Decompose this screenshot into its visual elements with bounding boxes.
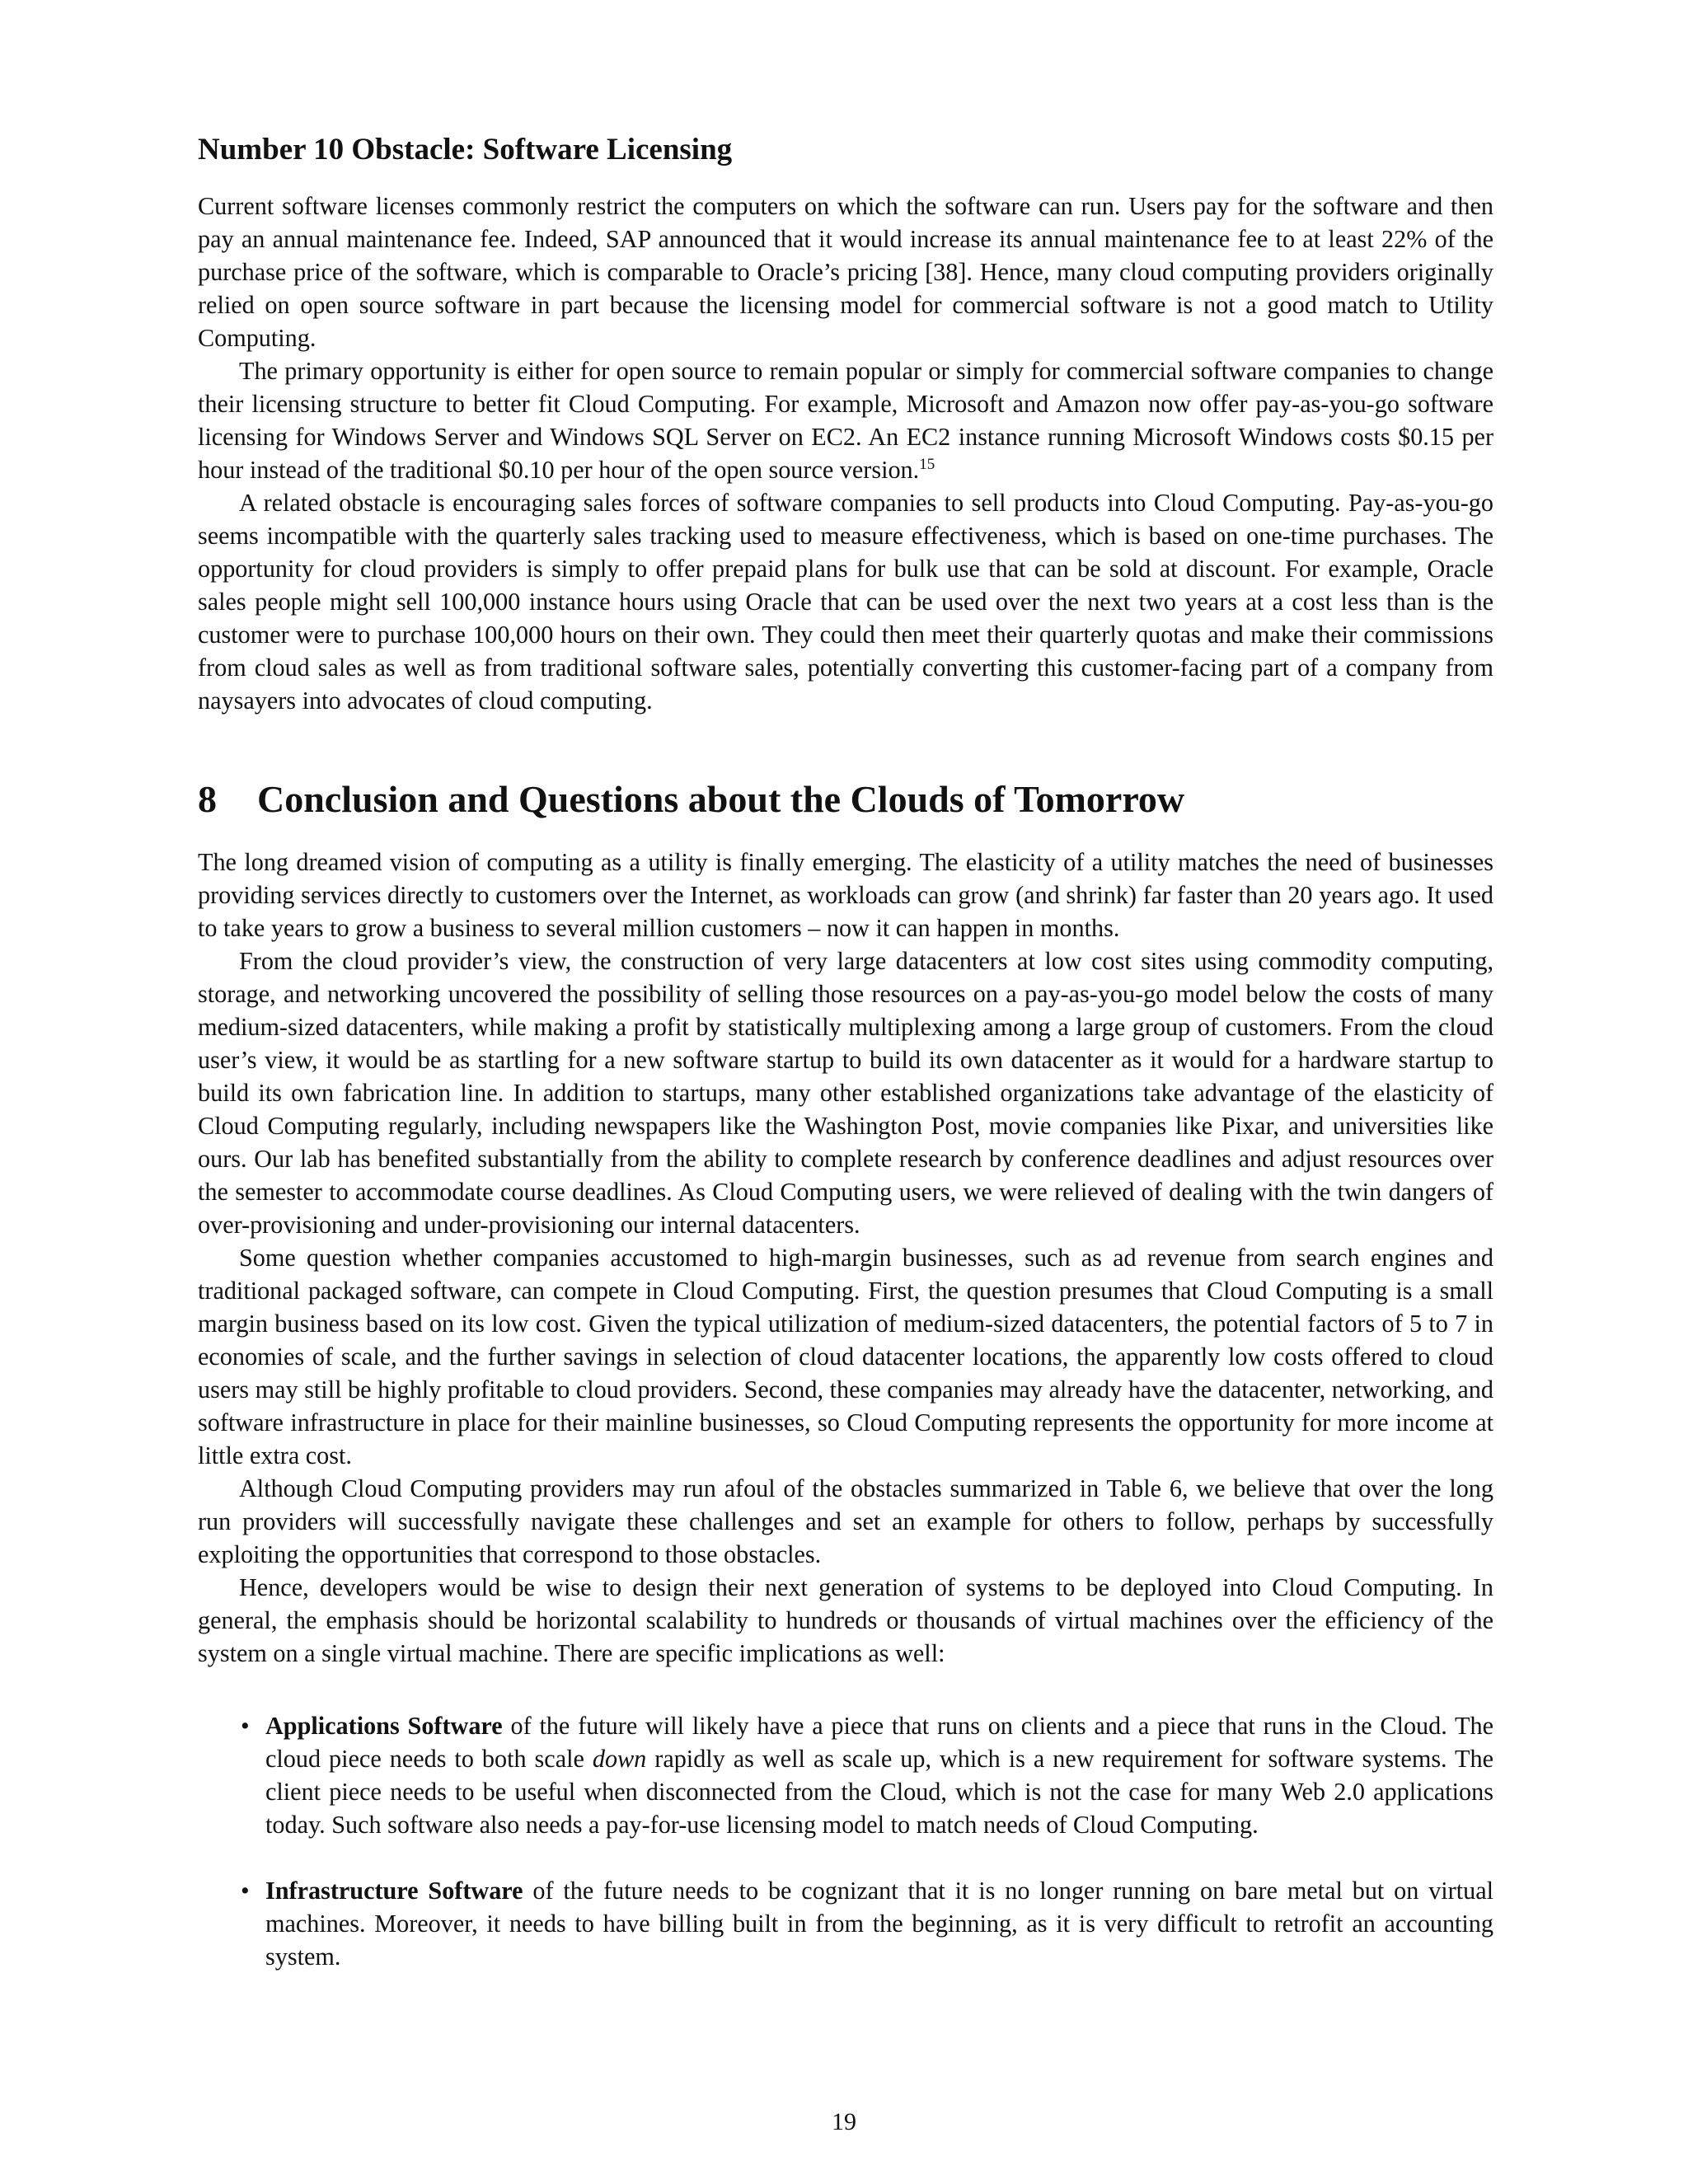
- list-item: [198, 1874, 1493, 1973]
- paragraph: Hence, developers would be wise to design their next generation of systems to be deployed into Cloud Computing. In general, the emphasis should be horizontal scalability to hundreds or thousands of virtual machines over the efficiency of the system on a single virtual machine. There are specific implications as well:: [198, 1572, 1493, 1667]
- bullet-text: of the future will likely have a piece that runs on clients and a piece that runs in the Cloud. The cloud piece needs to both scale: [265, 1711, 1493, 1773]
- bullet-emphasis: down: [592, 1744, 647, 1773]
- paragraph: Some question whether companies accustomed to high-margin businesses, such as ad revenue from search engines and traditional packaged software, can compete in Cloud Computing. First, the question presumes that Cloud Computing is a small margin business based on its low cost. Given the typical utilization of medium-sized datacenters, the potential factors of 5 to 7 in economies of scale, and the further savings in selection of cloud datacenter locations, the apparently low costs offered to cloud users may still be highly profitable to cloud providers. Second, these companies may already have the datacenter, networking, and software infrastructure in place for their mainline businesses, so Cloud Computing represents the opportunity for more income at little extra cost.: [198, 1243, 1493, 1469]
- paragraph: The long dreamed vision of computing as a utility is finally emerging. The elasticity of a utility matches the need of businesses providing services directly to customers over the Internet, as workloads can grow (and shrink) far faster than 20 years ago. It used to take years to grow a business to several million customers – now it can happen in months.: [198, 847, 1493, 942]
- page-body: [198, 132, 1493, 2006]
- paragraph: A related obstacle is encouraging sales forces of software companies to sell products into Cloud Computing. Pay-as-you-go seems incompatible with the quarterly sales tracking used to measure effectiveness, which is based on one-time purchases. The opportunity for cloud providers is simply to offer prepaid plans for bulk use that can be sold at discount. For example, Oracle sales people might sell 100,000 instance hours using Oracle that can be used over the next two years at a cost less than is the customer were to purchase 100,000 hours on their own. They could then meet their quarterly quotas and make their commissions from cloud sales as well as from traditional software sales, potentially converting this customer-facing part of a company from naysayers into advocates of cloud computing.: [198, 489, 1493, 715]
- subsection-title: Number 10 Obstacle: Software Licensing: [198, 133, 733, 166]
- section-title-text: Conclusion and Questions about the Clouds of Tomorrow: [257, 778, 1185, 821]
- bullet-icon: •: [241, 1876, 250, 1905]
- bullet-icon: •: [241, 1711, 250, 1740]
- paragraph: Current software licenses commonly restrict the computers on which the software can run. Users pay for the software and then pay an annual maintenance fee. Indeed, SAP announced that it would increase its annual maintenance fee to at least 22% of the purchase price of the software, which is comparable to Oracle’s pricing [38]. Hence, many cloud computing providers originally relied on open source software in part because the licensing model for commercial software is not a good match to Utility Computing.: [198, 192, 1493, 353]
- bullet-term: Applications Software: [265, 1711, 503, 1740]
- section-title: [198, 776, 1493, 822]
- paragraph: [198, 354, 1493, 486]
- list-item: [198, 1709, 1493, 1841]
- section-number: 8: [198, 778, 217, 821]
- paragraph: Although Cloud Computing providers may run afoul of the obstacles summarized in Table 6, we believe that over the long run providers will successfully navigate these challenges and set an example for others to follow, perhaps by successfully exploiting the opportunities that correspond to those obstacles.: [198, 1474, 1493, 1568]
- bullet-text: rapidly as well as scale up, which is a new requirement for software systems. The client piece needs to be useful when disconnected from the Cloud, which is not the case for many Web 2.0 applications today. Such software also needs a pay-for-use licensing model to match needs of Cloud Computing.: [265, 1744, 1493, 1839]
- footnote-ref: 15: [919, 456, 935, 474]
- bullet-term: Infrastructure Software: [265, 1876, 523, 1905]
- paragraph: From the cloud provider’s view, the construction of very large datacenters at low cost sites using commodity computing, storage, and networking uncovered the possibility of selling those resources on a pay-as-you-go model below the costs of many medium-sized datacenters, while making a profit by statistically multiplexing among a large group of customers. From the cloud user’s view, it would be as startling for a new software startup to build its own datacenter as it would for a hardware startup to build its own fabrication line. In addition to startups, many other established organizations take advantage of the elasticity of Cloud Computing regularly, including newspapers like the Washington Post, movie companies like Pixar, and universities like ours. Our lab has benefited substantially from the ability to complete research by conference deadlines and adjust resources over the semester to accommodate course deadlines. As Cloud Computing users, we were relieved of dealing with the twin dangers of over-provisioning and under-provisioning our internal datacenters.: [198, 946, 1493, 1239]
- paragraph-text: The primary opportunity is either for open source to remain popular or simply for commercial software companies to change their licensing structure to better fit Cloud Computing. For example, Microsoft and Amazon now offer pay-as-you-go software licensing for Windows Server and Windows SQL Server on EC2. An EC2 instance running Microsoft Windows costs $0.15 per hour instead of the traditional $0.10 per hour of the open source version.: [198, 357, 1493, 485]
- page-number: 19: [832, 2108, 856, 2135]
- bullet-text: of the future needs to be cognizant that it is no longer running on bare metal but on virtual machines. Moreover, it needs to have billing built in from the beginning, as it is very difficult to retrofit an accounting system.: [265, 1876, 1493, 1971]
- bullet-list: [198, 1709, 1493, 1973]
